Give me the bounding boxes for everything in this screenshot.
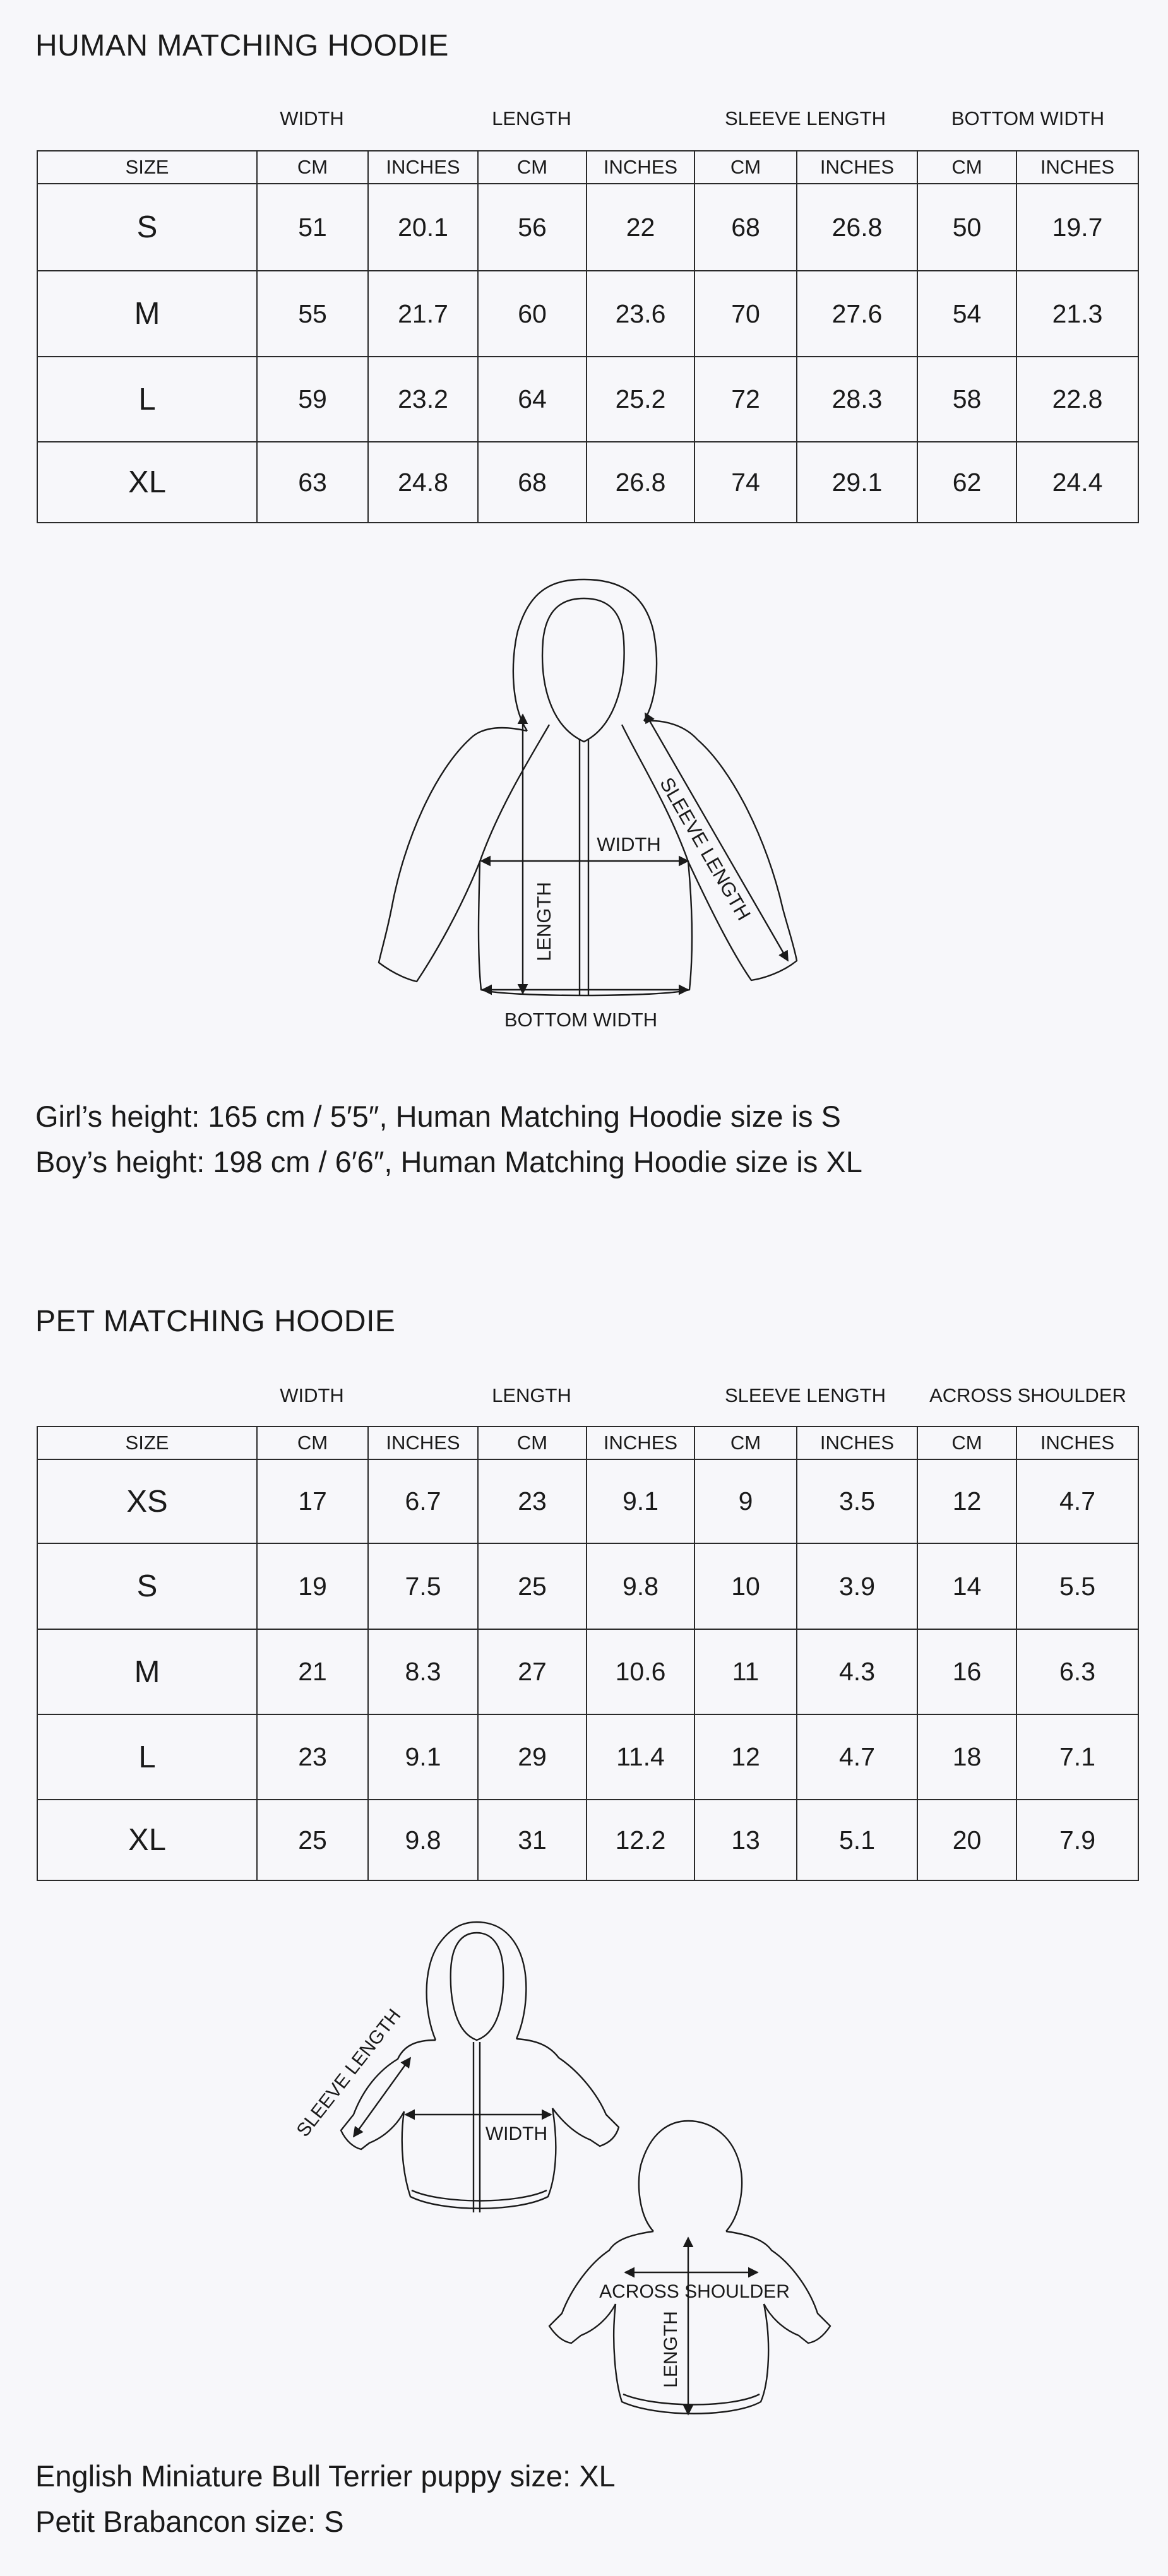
table-cell: 64 — [478, 357, 587, 442]
table-cell: 23 — [257, 1714, 368, 1800]
size-cell: M — [37, 271, 257, 357]
table-cell: 24.8 — [368, 442, 478, 523]
diagram-bottom-width-label: BOTTOM WIDTH — [504, 1009, 658, 1031]
table-cell: 9.1 — [587, 1459, 694, 1543]
table-cell: 17 — [257, 1459, 368, 1543]
table-cell: 55 — [257, 271, 368, 357]
pet-section-title: PET MATCHING HOODIE — [35, 1305, 396, 1338]
group-header-across-shoulder: ACROSS SHOULDER — [929, 1384, 1126, 1406]
table-cell: 20 — [917, 1800, 1016, 1880]
table-cell: 28.3 — [797, 357, 917, 442]
size-cell: XL — [37, 1800, 257, 1880]
table-cell: 9.1 — [368, 1714, 478, 1800]
table-cell: 21.3 — [1016, 271, 1138, 357]
table-cell: 70 — [694, 271, 797, 357]
pet-fit-notes — [35, 2454, 616, 2544]
table-cell: 25 — [478, 1543, 587, 1629]
table-cell: 12.2 — [587, 1800, 694, 1880]
table-cell: 10 — [694, 1543, 797, 1629]
table-cell: 12 — [917, 1459, 1016, 1543]
table-cell: 4.7 — [1016, 1459, 1138, 1543]
column-header: CM — [694, 151, 797, 184]
table-cell: 20.1 — [368, 184, 478, 271]
group-header-sleeve-length: SLEEVE LENGTH — [725, 1384, 886, 1406]
pet-diagram-shoulder-label: ACROSS SHOULDER — [599, 2281, 790, 2302]
pet-diagram-length-label: LENGTH — [660, 2311, 681, 2388]
table-cell: 16 — [917, 1629, 1016, 1714]
table-cell: 29.1 — [797, 442, 917, 523]
column-header: CM — [694, 1427, 797, 1459]
human-section-title: HUMAN MATCHING HOODIE — [35, 29, 449, 62]
size-cell: L — [37, 357, 257, 442]
group-header-width: WIDTH — [280, 107, 344, 129]
column-header: CM — [257, 1427, 368, 1459]
table-cell: 5.1 — [797, 1800, 917, 1880]
table-cell: 62 — [917, 442, 1016, 523]
diagram-width-label: WIDTH — [597, 833, 661, 855]
pet-diagram-sleeve-label: SLEEVE LENGTH — [292, 2005, 405, 2141]
column-header: CM — [917, 151, 1016, 184]
size-cell: XL — [37, 442, 257, 523]
pet-diagram-width-label: WIDTH — [485, 2123, 548, 2144]
table-cell: 6.3 — [1016, 1629, 1138, 1714]
column-header: INCHES — [368, 1427, 478, 1459]
table-cell: 68 — [478, 442, 587, 523]
table-cell: 24.4 — [1016, 442, 1138, 523]
table-cell: 14 — [917, 1543, 1016, 1629]
table-cell: 23.6 — [587, 271, 694, 357]
table-cell: 27.6 — [797, 271, 917, 357]
table-cell: 7.5 — [368, 1543, 478, 1629]
diagram-sleeve-label: SLEEVE LENGTH — [655, 773, 755, 924]
table-cell: 25 — [257, 1800, 368, 1880]
column-header: INCHES — [1016, 151, 1138, 184]
table-cell: 12 — [694, 1714, 797, 1800]
table-cell: 72 — [694, 357, 797, 442]
table-cell: 27 — [478, 1629, 587, 1714]
table-cell: 23 — [478, 1459, 587, 1543]
size-cell: S — [37, 184, 257, 271]
table-cell: 7.9 — [1016, 1800, 1138, 1880]
table-cell: 74 — [694, 442, 797, 523]
table-cell: 7.1 — [1016, 1714, 1138, 1800]
table-cell: 26.8 — [587, 442, 694, 523]
table-cell: 23.2 — [368, 357, 478, 442]
size-cell: S — [37, 1543, 257, 1629]
pet-front-hoodie — [341, 1922, 619, 2212]
table-cell: 18 — [917, 1714, 1016, 1800]
column-header: INCHES — [368, 151, 478, 184]
table-cell: 4.3 — [797, 1629, 917, 1714]
table-cell: 5.5 — [1016, 1543, 1138, 1629]
table-cell: 6.7 — [368, 1459, 478, 1543]
column-header: SIZE — [37, 151, 257, 184]
table-cell: 25.2 — [587, 357, 694, 442]
table-cell: 4.7 — [797, 1714, 917, 1800]
column-header: INCHES — [797, 1427, 917, 1459]
column-header: CM — [257, 151, 368, 184]
column-header: INCHES — [587, 151, 694, 184]
size-cell: XS — [37, 1459, 257, 1543]
size-cell: M — [37, 1629, 257, 1714]
group-header-width: WIDTH — [280, 1384, 344, 1406]
table-cell: 19 — [257, 1543, 368, 1629]
table-cell: 9 — [694, 1459, 797, 1543]
table-cell: 68 — [694, 184, 797, 271]
table-cell: 63 — [257, 442, 368, 523]
group-header-length: LENGTH — [492, 1384, 571, 1406]
table-cell: 60 — [478, 271, 587, 357]
group-header-length: LENGTH — [492, 107, 571, 129]
table-cell: 22 — [587, 184, 694, 271]
table-cell: 56 — [478, 184, 587, 271]
table-cell: 51 — [257, 184, 368, 271]
column-header: INCHES — [1016, 1427, 1138, 1459]
table-cell: 58 — [917, 357, 1016, 442]
note-line: Girl’s height: 165 cm / 5′5″, Human Matching Hoodie size is S — [35, 1100, 841, 1133]
column-header: CM — [917, 1427, 1016, 1459]
table-cell: 11 — [694, 1629, 797, 1714]
table-cell: 8.3 — [368, 1629, 478, 1714]
pet-back-hoodie — [549, 2121, 830, 2414]
diagram-length-label: LENGTH — [533, 882, 555, 961]
table-cell: 31 — [478, 1800, 587, 1880]
table-cell: 10.6 — [587, 1629, 694, 1714]
table-cell: 11.4 — [587, 1714, 694, 1800]
table-cell: 13 — [694, 1800, 797, 1880]
note-line: English Miniature Bull Terrier puppy size: XL — [35, 2459, 616, 2493]
table-cell: 21.7 — [368, 271, 478, 357]
table-cell: 19.7 — [1016, 184, 1138, 271]
column-header: CM — [478, 1427, 587, 1459]
table-cell: 3.9 — [797, 1543, 917, 1629]
table-cell: 29 — [478, 1714, 587, 1800]
column-header: INCHES — [797, 151, 917, 184]
table-cell: 50 — [917, 184, 1016, 271]
table-cell: 26.8 — [797, 184, 917, 271]
column-header: SIZE — [37, 1427, 257, 1459]
table-cell: 59 — [257, 357, 368, 442]
column-header: INCHES — [587, 1427, 694, 1459]
table-cell: 3.5 — [797, 1459, 917, 1543]
table-cell: 21 — [257, 1629, 368, 1714]
table-cell: 54 — [917, 271, 1016, 357]
table-cell: 22.8 — [1016, 357, 1138, 442]
note-line: Boy’s height: 198 cm / 6′6″, Human Matching Hoodie size is XL — [35, 1145, 862, 1178]
note-line: Petit Brabancon size: S — [35, 2505, 344, 2538]
table-cell: 9.8 — [587, 1543, 694, 1629]
group-header-sleeve-length: SLEEVE LENGTH — [725, 107, 886, 129]
size-cell: L — [37, 1714, 257, 1800]
table-cell: 9.8 — [368, 1800, 478, 1880]
group-header-bottom-width: BOTTOM WIDTH — [951, 107, 1105, 129]
column-header: CM — [478, 151, 587, 184]
